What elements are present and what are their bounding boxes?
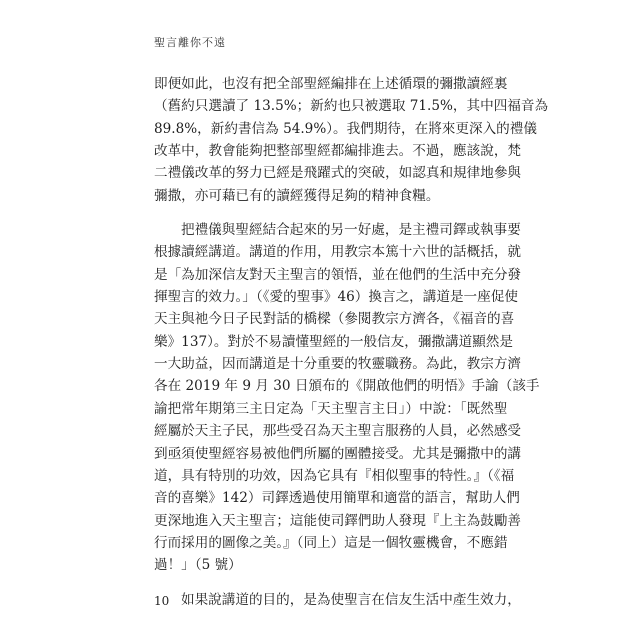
- text-line: 如果說講道的目的，是為使聖言在信友生活中產生效力，: [181, 591, 521, 608]
- page-number: 10: [154, 594, 170, 608]
- text-line: 一大助益，因而講道是十分重要的牧靈職務。為此，教宗方濟: [154, 356, 522, 373]
- text-line: 89.8%，新約書信為 54.9%）。我們期待，在將來更深入的禮儀: [154, 120, 537, 137]
- text-line: 音的喜樂》142）司鐸透過使用簡單和適當的語言，幫助人們: [154, 490, 520, 507]
- text-line: 各在 2019 年 9 月 30 日頒布的《開啟他們的明悟》手諭（該手: [154, 378, 540, 395]
- text-line: 諭把常年期第三主日定為「天主聖言主日」）中說：「既然聖: [154, 400, 508, 417]
- text-line: 根據讀經講道。講道的作用，用教宗本篤十六世的話概括，就: [154, 244, 522, 261]
- paragraph-2: [154, 219, 540, 577]
- text-line: 即便如此，也沒有把全部聖經編排在上述循環的彌撒讀經裏: [154, 76, 508, 92]
- text-line: 更深地進入天主聖言；這能使司鐸們助人發現『上主為鼓勵善: [154, 512, 522, 529]
- running-header: 聖言離你不遠: [154, 36, 226, 49]
- text-line: 到亟須使聖經容易被他們所屬的團體接受。尤其是彌撒中的講: [154, 445, 522, 462]
- text-line: 二禮儀改革的努力已經是飛躍式的突破，如認真和規律地參與: [154, 165, 522, 182]
- text-line: 把禮儀與聖經結合起來的另一好處，是主禮司鐸或執事要: [181, 222, 521, 239]
- text-line: 天主與祂今日子民對話的橋樑（參閱教宗方濟各，《福音的喜: [154, 311, 515, 328]
- text-line: 彌撒，亦可藉已有的讀經獲得足夠的精神食糧。: [154, 187, 440, 204]
- text-line: 揮聖言的效力。」（《愛的聖事》46）換言之，講道是一座促使: [154, 289, 518, 306]
- text-line: （舊約只選讀了 13.5%；新約也只被選取 71.5%，其中四福音為: [154, 98, 549, 115]
- body-text: [154, 73, 549, 611]
- text-line: 道，具有特別的功效，因為它具有『相似聖事的特性。』（《福: [154, 467, 515, 484]
- text-line: 樂》137）。對於不易讀懂聖經的一般信友，彌撒講道顯然是: [154, 333, 513, 350]
- text-line: 過！」（5 號）: [154, 557, 242, 574]
- text-line: 經屬於天主子民，那些受召為天主聖言服務的人員，必然感受: [154, 423, 522, 440]
- text-line: 是「為加深信友對天主聖言的領悟，並在他們的生活中充分發: [154, 266, 522, 283]
- text-line: 行而採用的圖像之美。』（同上）這是一個牧靈機會，不應錯: [154, 534, 508, 551]
- text-line: 改革中，教會能夠把整部聖經都編排進去。不過，應該說，梵: [154, 143, 522, 160]
- paragraph-3: [154, 589, 521, 611]
- paragraph-1: [154, 73, 549, 207]
